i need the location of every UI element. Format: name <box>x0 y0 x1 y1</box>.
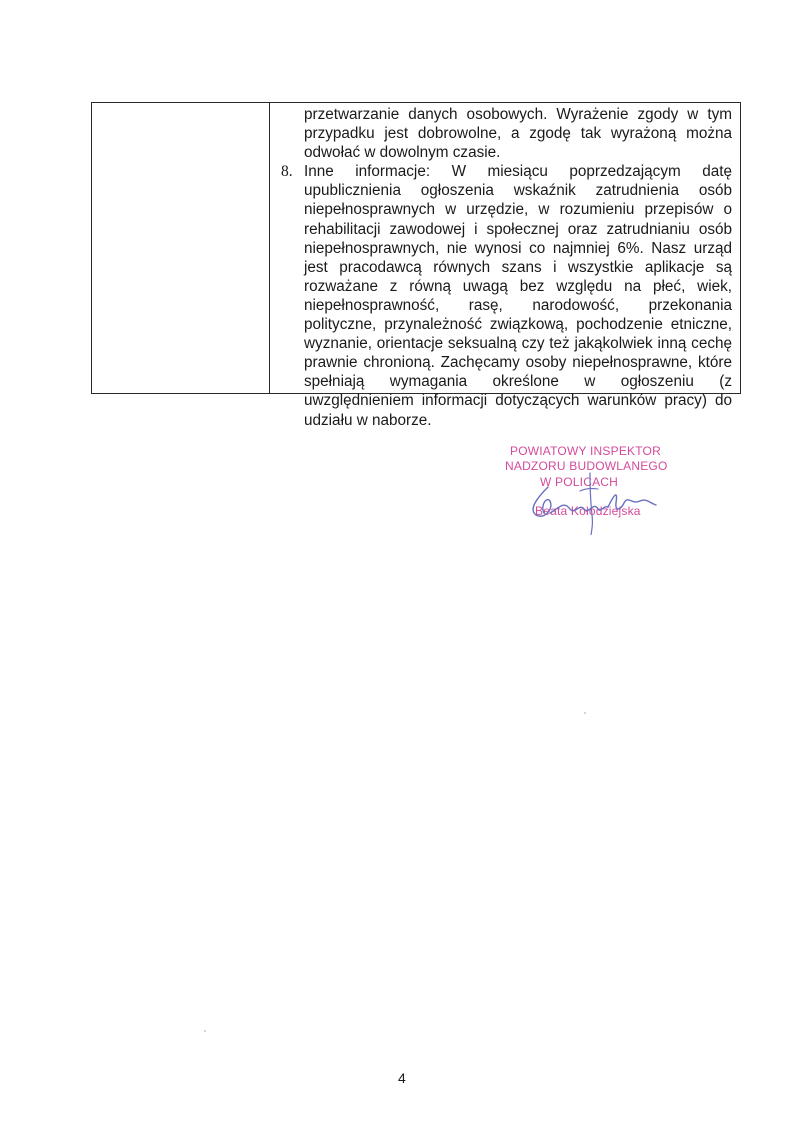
table-column-divider <box>269 103 270 393</box>
scan-speck <box>204 1030 206 1032</box>
table-right-cell <box>276 105 732 430</box>
stamp-location-line: W POLICACH <box>540 475 619 489</box>
stamp-name-line: Beata Kołodziejska <box>535 504 641 518</box>
page-number: 4 <box>398 1070 406 1086</box>
list-item-text: Inne informacje: W miesiącu poprzedzającym datę upublicznienia ogłoszenia wskaźnik zatrudnienia osób niepełnosprawnych w urzędzie, w rozumieniu przepisów o rehabilitacji zawodowej i społecznej oraz zatrudnianiu osób niepełnosprawnych, nie wynosi co najmniej 6%. Nasz urząd jest pracodawcą równych szans i wszystkie aplikacje są rozważane z równą uwagą bez względu na płeć, wiek, niepełnosprawność, rasę, narodowość, przekonania polityczne, przynależność związkową, pochodzenie etniczne, wyznanie, orientacje seksualną czy też jakąkolwiek inną cechę prawnie chronioną. Zachęcamy osoby niepełnosprawne, które spełniają wymagania określone w ogłoszeniu (z uwzględnieniem informacji dotyczących warunków pracy) do udziału w naborze. <box>304 163 732 429</box>
list-item-8 <box>276 162 732 429</box>
list-item-number: 8. <box>281 163 293 181</box>
continuation-paragraph: przetwarzanie danych osobowych. Wyrażenie zgody w tym przypadku jest dobrowolne, a zgodę tak wyrażoną można odwołać w dowolnym czasie. <box>304 106 732 162</box>
content-table <box>91 102 741 429</box>
scan-speck <box>584 712 586 714</box>
stamp-title-line: POWIATOWY INSPEKTOR <box>510 444 661 458</box>
handwritten-signature <box>520 465 660 535</box>
stamp-office-line: NADZORU BUDOWLANEGO <box>505 459 668 473</box>
